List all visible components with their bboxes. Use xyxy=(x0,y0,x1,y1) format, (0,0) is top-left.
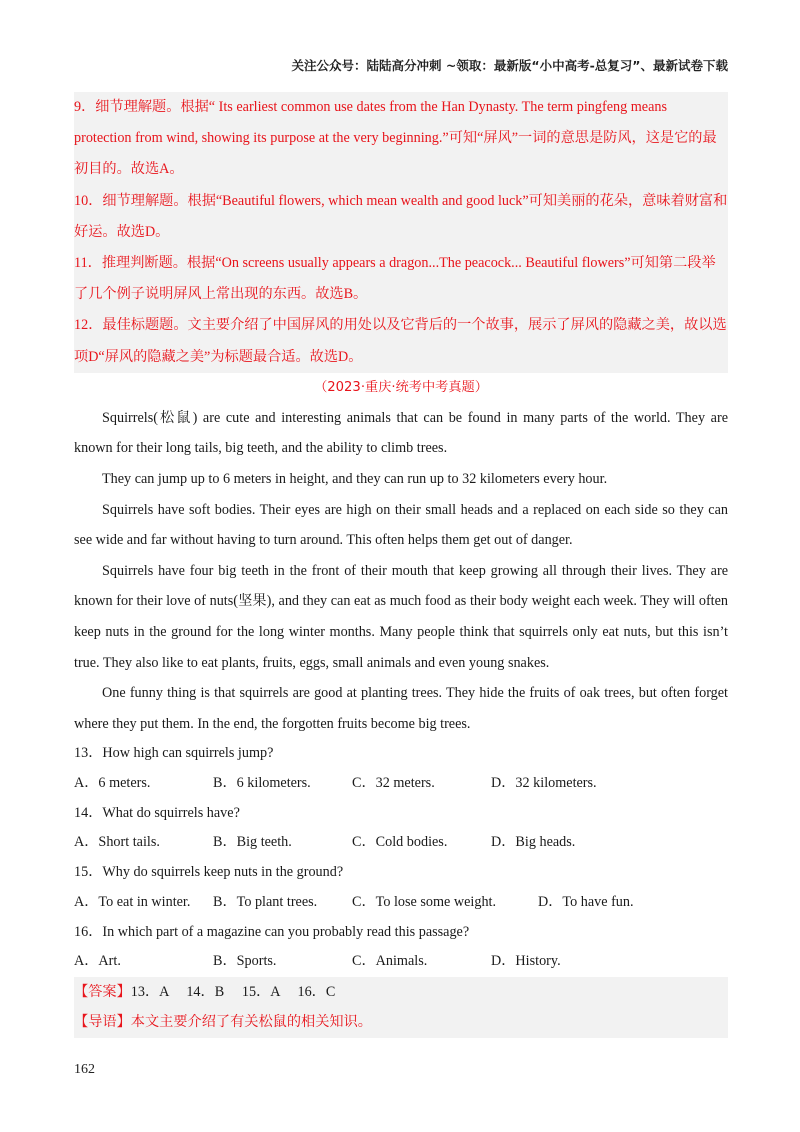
option-b: B．To plant trees. xyxy=(213,893,318,910)
option-c: C．Cold bodies. xyxy=(352,834,448,851)
option-b: B．Sports. xyxy=(213,953,277,970)
option-d: D．History. xyxy=(491,953,561,970)
option-d: D．Big heads. xyxy=(491,834,576,851)
passage-paragraph: Squirrels have four big teeth in the front of their mouth that keep growing all through their lives. They are known for their love of nuts(坚果), and they can eat as much food as their body weight each week. They will often keep nuts in the ground for the long winter months. Many people think that squirrels only eat nuts, but this isn’t true. They also like to eat plants, fruits, eggs, small animals and even young snakes. xyxy=(74,562,728,671)
explanation-10: 10．细节理解题。根据“Beautiful flowers, which mean wealth and good luck”可知美丽的花朵，意味着财富和好运。故选D。 xyxy=(74,192,728,240)
option-c: C．32 meters. xyxy=(352,775,435,792)
explanation-9: 9．细节理解题。根据“ Its earliest common use dates from the Han Dynasty. The term pingfeng means protection from wind, showing its purpose at the very beginning.”可知“屏风”一词的意思是防风，这是它的最初目的。故选A。 xyxy=(74,99,717,178)
page-content xyxy=(74,92,728,1038)
question-text: 13．How high can squirrels jump? xyxy=(74,745,274,762)
option-a: A．Short tails. xyxy=(74,834,160,851)
answer-text: 13．A 14．B 15．A 16．C xyxy=(130,983,336,1000)
option-a: A．Art. xyxy=(74,953,121,970)
option-d: D．To have fun. xyxy=(538,893,634,910)
guide-tag: 【导语】 xyxy=(74,1014,131,1031)
guide-line xyxy=(74,1007,728,1038)
question-15 xyxy=(74,858,728,917)
page-number: 162 xyxy=(74,1062,95,1077)
option-b: B．Big teeth. xyxy=(213,834,292,851)
answer-tag: 【答案】 xyxy=(74,983,131,1000)
question-text: 16．In which part of a magazine can you probably read this passage? xyxy=(74,923,470,940)
explanations-block xyxy=(74,92,728,373)
question-16 xyxy=(74,918,728,977)
options-row xyxy=(74,769,728,799)
option-c: C．To lose some weight. xyxy=(352,893,497,910)
explanation-12: 12．最佳标题题。文主要介绍了中国屏风的用处以及它背后的一个故事，展示了屏风的隐藏之美，故以选项D“屏风的隐藏之美”为标题最合适。故选D。 xyxy=(74,317,727,365)
exam-source: （2023·重庆·统考中考真题） xyxy=(314,379,488,395)
explanation-11: 11．推理判断题。根据“On screens usually appears a dragon...The peacock... Beautiful flowers”可知第二段举了几个例子说明屏风上常出现的东西。故选B。 xyxy=(74,255,716,303)
question-13 xyxy=(74,739,728,798)
reading-passage xyxy=(74,403,728,740)
passage-paragraph: Squirrels have soft bodies. Their eyes are high on their small heads and a replaced on each side so they can see wide and far without having to turn around. This often helps them get out of danger. xyxy=(74,501,728,549)
options-row xyxy=(74,947,728,977)
options-row xyxy=(74,828,728,858)
option-a: A．6 meters. xyxy=(74,775,151,792)
options-row xyxy=(74,888,728,918)
question-text: 15．Why do squirrels keep nuts in the ground? xyxy=(74,864,344,881)
passage-paragraph: One funny thing is that squirrels are good at planting trees. They hide the fruits of oak trees, but often forget where they put them. In the end, the forgotten fruits become big trees. xyxy=(74,685,728,732)
answer-block xyxy=(74,977,728,1038)
question-14 xyxy=(74,799,728,858)
answer-line xyxy=(74,977,728,1008)
page-header: 关注公众号：陆陆高分冲刺 ~领取：最新版“小中高考-总复习”、最新试卷下载 xyxy=(291,58,728,73)
option-a: A．To eat in winter. xyxy=(74,893,191,910)
question-text: 14．What do squirrels have? xyxy=(74,804,240,821)
passage-paragraph: Squirrels(松鼠) are cute and interesting animals that can be found in many parts of the world. They are known for their long tails, big teeth, and the ability to climb trees. xyxy=(74,409,728,457)
option-c: C．Animals. xyxy=(352,953,428,970)
option-d: D．32 kilometers. xyxy=(491,775,597,792)
option-b: B．6 kilometers. xyxy=(213,775,311,792)
guide-text: 本文主要介绍了有关松鼠的相关知识。 xyxy=(130,1014,372,1031)
passage-paragraph: They can jump up to 6 meters in height, and they can run up to 32 kilometers every hour. xyxy=(102,471,608,488)
